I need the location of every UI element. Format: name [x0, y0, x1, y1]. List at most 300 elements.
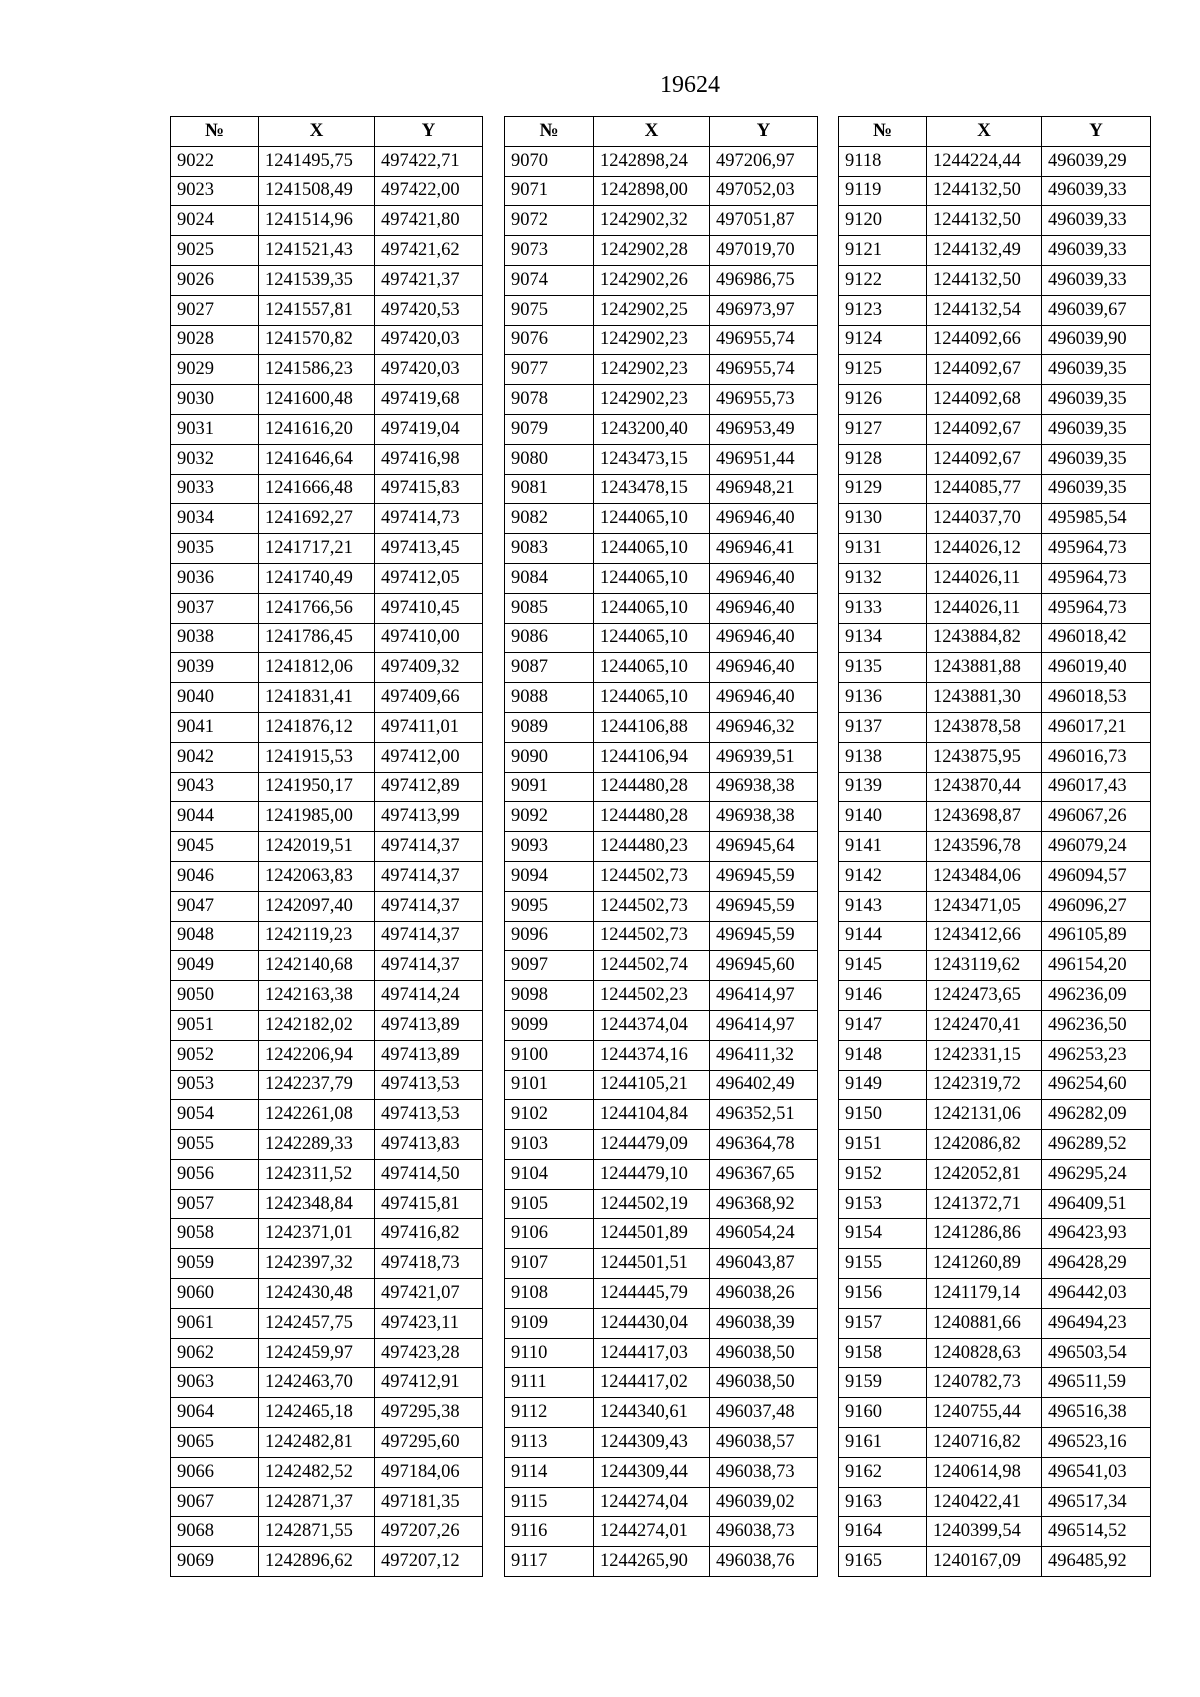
y-value: 496018,53	[1042, 683, 1151, 713]
x-value: 1243119,62	[927, 951, 1042, 981]
x-value: 1243698,87	[927, 802, 1042, 832]
table-row	[505, 1398, 818, 1428]
table-row	[505, 891, 818, 921]
x-value: 1243881,88	[927, 653, 1042, 683]
point-number: 9064	[171, 1398, 259, 1428]
table-row	[171, 1159, 483, 1189]
y-value: 496038,39	[710, 1308, 818, 1338]
x-value: 1244501,89	[594, 1219, 710, 1249]
table-row	[839, 504, 1151, 534]
coordinate-table-1	[170, 116, 483, 1577]
y-value: 497416,82	[375, 1219, 483, 1249]
x-value: 1244106,94	[594, 742, 710, 772]
x-value: 1241179,14	[927, 1279, 1042, 1309]
point-number: 9079	[505, 414, 594, 444]
x-value: 1244374,04	[594, 1010, 710, 1040]
point-number: 9149	[839, 1070, 927, 1100]
y-value: 497412,89	[375, 772, 483, 802]
table-row	[171, 236, 483, 266]
point-number: 9030	[171, 385, 259, 415]
y-value: 497418,73	[375, 1249, 483, 1279]
table-row	[171, 206, 483, 236]
y-value: 497422,00	[375, 176, 483, 206]
y-value: 497414,37	[375, 832, 483, 862]
table-row	[839, 1010, 1151, 1040]
point-number: 9136	[839, 683, 927, 713]
table-row	[171, 444, 483, 474]
x-value: 1243473,15	[594, 444, 710, 474]
point-number: 9073	[505, 236, 594, 266]
y-value: 496038,73	[710, 1457, 818, 1487]
coordinate-table-3	[838, 116, 1151, 1577]
x-value: 1242289,33	[259, 1130, 375, 1160]
table-row	[171, 1070, 483, 1100]
point-number: 9105	[505, 1189, 594, 1219]
x-value: 1244106,88	[594, 712, 710, 742]
y-value: 496945,60	[710, 951, 818, 981]
y-value: 496414,97	[710, 981, 818, 1011]
x-value: 1244092,68	[927, 385, 1042, 415]
y-value: 497420,03	[375, 355, 483, 385]
x-value: 1241600,48	[259, 385, 375, 415]
y-value: 496948,21	[710, 474, 818, 504]
point-number: 9126	[839, 385, 927, 415]
x-value: 1242019,51	[259, 832, 375, 862]
table-row	[505, 1100, 818, 1130]
point-number: 9097	[505, 951, 594, 981]
table-row	[839, 861, 1151, 891]
x-value: 1244479,09	[594, 1130, 710, 1160]
y-value: 496938,38	[710, 772, 818, 802]
x-value: 1243884,82	[927, 623, 1042, 653]
x-value: 1242902,23	[594, 355, 710, 385]
y-value: 496514,52	[1042, 1517, 1151, 1547]
y-value: 497414,37	[375, 921, 483, 951]
table-row	[505, 474, 818, 504]
point-number: 9031	[171, 414, 259, 444]
table-row	[839, 1040, 1151, 1070]
table-row	[839, 1308, 1151, 1338]
table-row	[171, 832, 483, 862]
y-value: 496494,23	[1042, 1308, 1151, 1338]
table-row	[505, 772, 818, 802]
x-value: 1241766,56	[259, 593, 375, 623]
y-value: 496939,51	[710, 742, 818, 772]
table-row	[839, 1189, 1151, 1219]
table-row	[839, 474, 1151, 504]
table-row	[171, 1100, 483, 1130]
y-value: 497207,12	[375, 1547, 483, 1577]
point-number: 9039	[171, 653, 259, 683]
point-number: 9040	[171, 683, 259, 713]
table-row	[505, 1219, 818, 1249]
y-value: 496282,09	[1042, 1100, 1151, 1130]
table-row	[171, 802, 483, 832]
y-value: 496039,33	[1042, 265, 1151, 295]
x-value: 1240828,63	[927, 1338, 1042, 1368]
point-number: 9153	[839, 1189, 927, 1219]
y-value: 496352,51	[710, 1100, 818, 1130]
x-value: 1244502,74	[594, 951, 710, 981]
table-row	[839, 385, 1151, 415]
table-row	[171, 921, 483, 951]
point-number: 9119	[839, 176, 927, 206]
point-number: 9058	[171, 1219, 259, 1249]
point-number: 9043	[171, 772, 259, 802]
table-row	[839, 236, 1151, 266]
point-number: 9133	[839, 593, 927, 623]
point-number: 9026	[171, 265, 259, 295]
header-y: Y	[710, 117, 818, 147]
point-number: 9142	[839, 861, 927, 891]
table-row	[171, 981, 483, 1011]
point-number: 9138	[839, 742, 927, 772]
y-value: 496154,20	[1042, 951, 1151, 981]
point-number: 9111	[505, 1368, 594, 1398]
y-value: 496517,34	[1042, 1487, 1151, 1517]
y-value: 497413,89	[375, 1040, 483, 1070]
x-value: 1244092,66	[927, 325, 1042, 355]
x-value: 1242430,48	[259, 1279, 375, 1309]
y-value: 496938,38	[710, 802, 818, 832]
x-value: 1242482,81	[259, 1428, 375, 1458]
point-number: 9163	[839, 1487, 927, 1517]
x-value: 1242902,28	[594, 236, 710, 266]
x-value: 1244265,90	[594, 1547, 710, 1577]
x-value: 1244065,10	[594, 683, 710, 713]
point-number: 9147	[839, 1010, 927, 1040]
point-number: 9089	[505, 712, 594, 742]
point-number: 9023	[171, 176, 259, 206]
y-value: 496411,32	[710, 1040, 818, 1070]
y-value: 496039,35	[1042, 474, 1151, 504]
x-value: 1244340,61	[594, 1398, 710, 1428]
x-value: 1244417,03	[594, 1338, 710, 1368]
table-row	[171, 355, 483, 385]
y-value: 497420,03	[375, 325, 483, 355]
table-row	[505, 1547, 818, 1577]
page-number: 19624	[660, 72, 720, 98]
table-row	[839, 742, 1151, 772]
table-row	[171, 772, 483, 802]
x-value: 1242348,84	[259, 1189, 375, 1219]
table-row	[505, 295, 818, 325]
point-number: 9100	[505, 1040, 594, 1070]
table-row	[505, 176, 818, 206]
y-value: 497413,53	[375, 1070, 483, 1100]
point-number: 9157	[839, 1308, 927, 1338]
y-value: 496043,87	[710, 1249, 818, 1279]
y-value: 497410,45	[375, 593, 483, 623]
point-number: 9125	[839, 355, 927, 385]
x-value: 1241950,17	[259, 772, 375, 802]
y-value: 496018,42	[1042, 623, 1151, 653]
table-row	[839, 832, 1151, 862]
table-row	[839, 146, 1151, 176]
point-number: 9049	[171, 951, 259, 981]
y-value: 497184,06	[375, 1457, 483, 1487]
table-row	[505, 1070, 818, 1100]
x-value: 1243200,40	[594, 414, 710, 444]
header-y: Y	[375, 117, 483, 147]
x-value: 1244480,23	[594, 832, 710, 862]
header-x: X	[259, 117, 375, 147]
table-row	[171, 1040, 483, 1070]
point-number: 9151	[839, 1130, 927, 1160]
x-value: 1244092,67	[927, 414, 1042, 444]
table-row	[839, 1487, 1151, 1517]
table-row	[505, 593, 818, 623]
table-row	[839, 891, 1151, 921]
x-value: 1242063,83	[259, 861, 375, 891]
point-number: 9132	[839, 563, 927, 593]
y-value: 497413,89	[375, 1010, 483, 1040]
table-row	[171, 1457, 483, 1487]
y-value: 496038,50	[710, 1338, 818, 1368]
x-value: 1244037,70	[927, 504, 1042, 534]
x-value: 1244430,04	[594, 1308, 710, 1338]
x-value: 1241740,49	[259, 563, 375, 593]
point-number: 9063	[171, 1368, 259, 1398]
x-value: 1242459,97	[259, 1338, 375, 1368]
point-number: 9078	[505, 385, 594, 415]
x-value: 1244274,04	[594, 1487, 710, 1517]
header-x: X	[927, 117, 1042, 147]
table-row	[839, 1547, 1151, 1577]
table-row	[505, 1517, 818, 1547]
table-row	[505, 1308, 818, 1338]
x-value: 1244480,28	[594, 772, 710, 802]
y-value: 496511,59	[1042, 1368, 1151, 1398]
table-row	[505, 712, 818, 742]
x-value: 1241495,75	[259, 146, 375, 176]
x-value: 1240755,44	[927, 1398, 1042, 1428]
table-row	[505, 534, 818, 564]
x-value: 1242261,08	[259, 1100, 375, 1130]
x-value: 1244092,67	[927, 444, 1042, 474]
point-number: 9060	[171, 1279, 259, 1309]
table-row	[839, 653, 1151, 683]
point-number: 9134	[839, 623, 927, 653]
x-value: 1242163,38	[259, 981, 375, 1011]
table-row	[505, 563, 818, 593]
y-value: 497019,70	[710, 236, 818, 266]
point-number: 9129	[839, 474, 927, 504]
x-value: 1241557,81	[259, 295, 375, 325]
table-row	[171, 891, 483, 921]
table-row	[839, 1338, 1151, 1368]
point-number: 9160	[839, 1398, 927, 1428]
y-value: 496409,51	[1042, 1189, 1151, 1219]
y-value: 495985,54	[1042, 504, 1151, 534]
y-value: 496038,57	[710, 1428, 818, 1458]
y-value: 496364,78	[710, 1130, 818, 1160]
point-number: 9048	[171, 921, 259, 951]
point-number: 9044	[171, 802, 259, 832]
point-number: 9034	[171, 504, 259, 534]
x-value: 1240422,41	[927, 1487, 1042, 1517]
point-number: 9139	[839, 772, 927, 802]
x-value: 1243596,78	[927, 832, 1042, 862]
y-value: 496428,29	[1042, 1249, 1151, 1279]
point-number: 9065	[171, 1428, 259, 1458]
y-value: 495964,73	[1042, 593, 1151, 623]
x-value: 1242902,23	[594, 325, 710, 355]
point-number: 9162	[839, 1457, 927, 1487]
point-number: 9107	[505, 1249, 594, 1279]
point-number: 9055	[171, 1130, 259, 1160]
table-row	[505, 206, 818, 236]
table-row	[171, 1547, 483, 1577]
x-value: 1243881,30	[927, 683, 1042, 713]
table-row	[505, 683, 818, 713]
point-number: 9083	[505, 534, 594, 564]
table-row	[839, 1070, 1151, 1100]
table-row	[505, 355, 818, 385]
y-value: 496946,40	[710, 504, 818, 534]
table-row	[505, 981, 818, 1011]
point-number: 9094	[505, 861, 594, 891]
y-value: 496955,74	[710, 355, 818, 385]
point-number: 9116	[505, 1517, 594, 1547]
y-value: 497416,98	[375, 444, 483, 474]
table-row	[505, 802, 818, 832]
x-value: 1243870,44	[927, 772, 1042, 802]
x-value: 1240881,66	[927, 1308, 1042, 1338]
y-value: 497421,07	[375, 1279, 483, 1309]
point-number: 9085	[505, 593, 594, 623]
table-row	[171, 1189, 483, 1219]
point-number: 9072	[505, 206, 594, 236]
point-number: 9067	[171, 1487, 259, 1517]
table-row	[839, 1279, 1151, 1309]
table-row	[839, 206, 1151, 236]
x-value: 1243478,15	[594, 474, 710, 504]
point-number: 9032	[171, 444, 259, 474]
y-value: 496946,40	[710, 623, 818, 653]
table-row	[839, 534, 1151, 564]
table-row	[839, 951, 1151, 981]
table-row	[171, 1130, 483, 1160]
table-row	[839, 1517, 1151, 1547]
x-value: 1241539,35	[259, 265, 375, 295]
point-number: 9103	[505, 1130, 594, 1160]
x-value: 1241692,27	[259, 504, 375, 534]
y-value: 496039,33	[1042, 176, 1151, 206]
table-header-row	[505, 117, 818, 147]
table-row	[839, 414, 1151, 444]
x-value: 1244502,73	[594, 861, 710, 891]
table-row	[505, 1189, 818, 1219]
x-value: 1242902,26	[594, 265, 710, 295]
y-value: 497409,32	[375, 653, 483, 683]
y-value: 497295,60	[375, 1428, 483, 1458]
x-value: 1242902,32	[594, 206, 710, 236]
table-row	[171, 534, 483, 564]
y-value: 496516,38	[1042, 1398, 1151, 1428]
y-value: 496254,60	[1042, 1070, 1151, 1100]
x-value: 1244065,10	[594, 593, 710, 623]
point-number: 9038	[171, 623, 259, 653]
y-value: 497295,38	[375, 1398, 483, 1428]
y-value: 497419,68	[375, 385, 483, 415]
x-value: 1241514,96	[259, 206, 375, 236]
table-row	[171, 325, 483, 355]
point-number: 9123	[839, 295, 927, 325]
y-value: 497422,71	[375, 146, 483, 176]
y-value: 496541,03	[1042, 1457, 1151, 1487]
point-number: 9056	[171, 1159, 259, 1189]
table-row	[839, 355, 1151, 385]
point-number: 9121	[839, 236, 927, 266]
y-value: 496039,33	[1042, 206, 1151, 236]
table-row	[839, 1368, 1151, 1398]
point-number: 9140	[839, 802, 927, 832]
y-value: 496038,73	[710, 1517, 818, 1547]
y-value: 496039,35	[1042, 444, 1151, 474]
point-number: 9028	[171, 325, 259, 355]
coordinate-table-2	[504, 116, 818, 1577]
y-value: 496523,16	[1042, 1428, 1151, 1458]
point-number: 9131	[839, 534, 927, 564]
point-number: 9066	[171, 1457, 259, 1487]
y-value: 496973,97	[710, 295, 818, 325]
y-value: 496945,64	[710, 832, 818, 862]
table-row	[839, 1219, 1151, 1249]
table-row	[505, 1487, 818, 1517]
x-value: 1242397,32	[259, 1249, 375, 1279]
table-row	[839, 325, 1151, 355]
point-number: 9076	[505, 325, 594, 355]
table-row	[505, 146, 818, 176]
y-value: 496253,23	[1042, 1040, 1151, 1070]
table-row	[505, 1457, 818, 1487]
x-value: 1241876,12	[259, 712, 375, 742]
point-number: 9096	[505, 921, 594, 951]
table-row	[171, 1010, 483, 1040]
table-row	[505, 921, 818, 951]
point-number: 9027	[171, 295, 259, 325]
table-row	[171, 623, 483, 653]
point-number: 9091	[505, 772, 594, 802]
point-number: 9046	[171, 861, 259, 891]
x-value: 1241831,41	[259, 683, 375, 713]
x-value: 1242182,02	[259, 1010, 375, 1040]
point-number: 9118	[839, 146, 927, 176]
x-value: 1244026,12	[927, 534, 1042, 564]
x-value: 1244480,28	[594, 802, 710, 832]
point-number: 9110	[505, 1338, 594, 1368]
y-value: 496955,73	[710, 385, 818, 415]
table-row	[839, 1100, 1151, 1130]
point-number: 9059	[171, 1249, 259, 1279]
table-row	[839, 176, 1151, 206]
x-value: 1241616,20	[259, 414, 375, 444]
point-number: 9041	[171, 712, 259, 742]
y-value: 496037,48	[710, 1398, 818, 1428]
table-row	[171, 1219, 483, 1249]
point-number: 9128	[839, 444, 927, 474]
x-value: 1242371,01	[259, 1219, 375, 1249]
point-number: 9095	[505, 891, 594, 921]
table-row	[171, 414, 483, 444]
point-number: 9124	[839, 325, 927, 355]
y-value: 496017,21	[1042, 712, 1151, 742]
point-number: 9113	[505, 1428, 594, 1458]
x-value: 1244065,10	[594, 504, 710, 534]
y-value: 497413,45	[375, 534, 483, 564]
table-row	[171, 593, 483, 623]
